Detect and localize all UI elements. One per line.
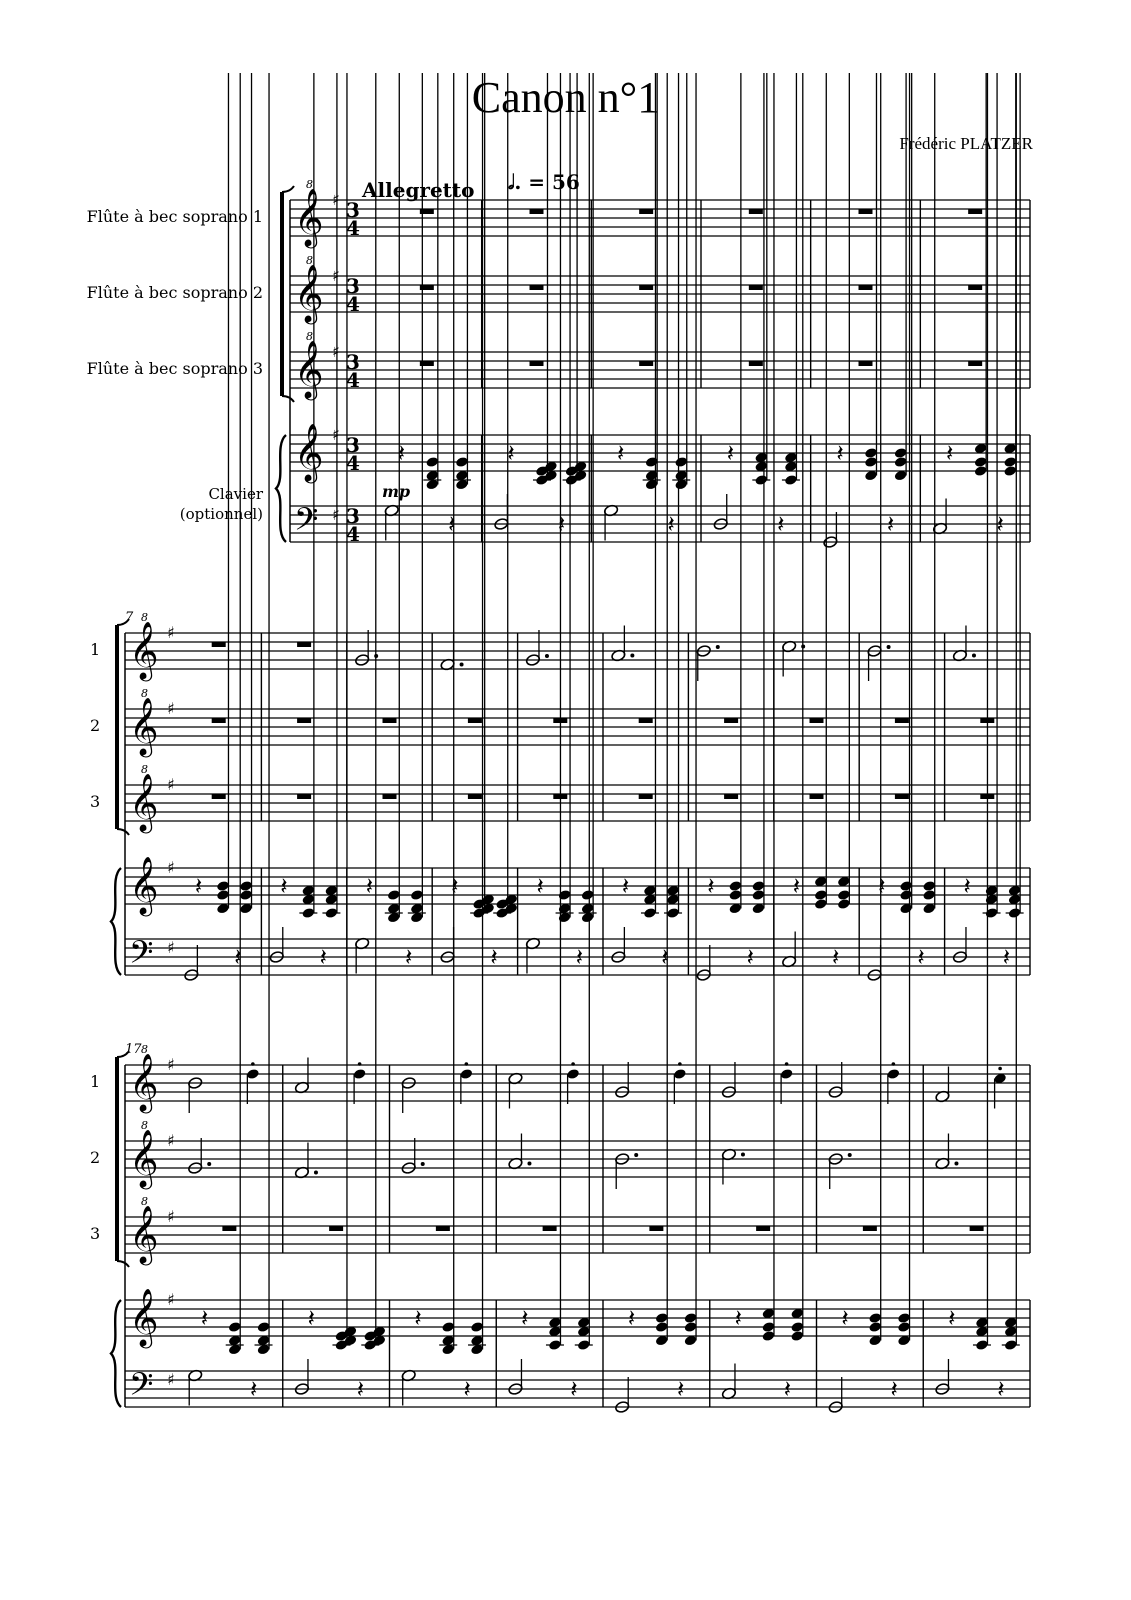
key-sharp-icon: ♯: [167, 1131, 175, 1150]
quarter-note-head: [899, 880, 913, 892]
whole-rest: [859, 285, 873, 290]
quarter-note-head: [974, 456, 988, 468]
whole-rest: [383, 718, 397, 723]
quarter-rest-icon: 𝄽: [280, 872, 288, 900]
quarter-note-head: [814, 898, 828, 910]
instrument-name-flute1: Flûte à bec soprano 1: [86, 207, 263, 226]
quarter-note-head: [837, 889, 851, 901]
key-sharp-icon: ♯: [332, 266, 340, 285]
octave-mark: 8: [306, 178, 313, 191]
quarter-note-head: [728, 889, 742, 901]
dynamic-marking: mp: [382, 482, 411, 501]
quarter-note-head: [228, 1321, 242, 1333]
score-title: Canon n°1: [471, 73, 660, 122]
quarter-rest-icon: 𝄽: [836, 439, 844, 467]
quarter-note-head: [655, 1321, 669, 1333]
octave-mark: 8: [141, 763, 148, 776]
instrument-name-piano-sub: (optionnel): [179, 505, 263, 523]
piano-brace: [111, 868, 121, 975]
quarter-note-head: [814, 889, 828, 901]
whole-rest: [810, 718, 824, 723]
quarter-rest-icon: 𝄽: [451, 872, 459, 900]
time-signature-bottom: 4: [346, 292, 360, 316]
whole-rest: [859, 361, 873, 366]
whole-rest: [859, 209, 873, 214]
quarter-note-head: [752, 889, 766, 901]
quarter-note-head: [899, 889, 913, 901]
octave-mark: 8: [141, 687, 148, 700]
quarter-note-head: [239, 880, 253, 892]
quarter-rest-icon: 𝄽: [726, 439, 735, 467]
tempo-marking: Allegretto: [362, 178, 475, 202]
whole-rest: [970, 1226, 984, 1231]
quarter-rest-icon: 𝄽: [661, 943, 669, 971]
bass-clef-icon: 𝄢: [129, 934, 154, 978]
instrument-short-name: 2: [90, 1148, 101, 1167]
whole-rest: [530, 209, 544, 214]
key-sharp-icon: ♯: [167, 699, 175, 718]
dot: [972, 654, 976, 658]
quarter-note-head: [655, 1312, 669, 1324]
quarter-rest-icon: 𝄽: [963, 872, 971, 900]
dot: [848, 1153, 852, 1157]
quarter-rest-icon: 𝄽: [521, 1304, 529, 1332]
whole-rest: [649, 1226, 663, 1231]
quarter-note-head: [868, 1312, 882, 1324]
whole-rest: [639, 794, 653, 799]
quarter-note-head: [1003, 456, 1017, 468]
instrument-short-name: 1: [90, 1072, 101, 1091]
quarter-rest-icon: 𝄽: [746, 943, 754, 971]
quarter-note-head: [790, 1330, 804, 1342]
quarter-rest-icon: 𝄽: [792, 872, 801, 900]
quarter-note-head: [558, 889, 572, 901]
time-signature-top: 3: [346, 433, 360, 457]
quarter-note-head: [645, 456, 659, 468]
quarter-note-head: [684, 1312, 698, 1324]
bass-clef-icon: 𝄢: [129, 1366, 154, 1410]
dot: [887, 645, 891, 649]
quarter-note-head: [684, 1321, 698, 1333]
whole-rest: [297, 794, 311, 799]
quarter-rest-icon: 𝄽: [627, 1304, 636, 1332]
treble-clef-icon: 𝄞: [294, 264, 324, 322]
bass-clef-icon: 𝄢: [294, 501, 319, 545]
quarter-note-head: [239, 889, 253, 901]
whole-rest: [968, 209, 982, 214]
dot: [630, 654, 634, 658]
whole-rest: [749, 285, 763, 290]
quarter-note-head: [455, 456, 469, 468]
time-signature-bottom: 4: [346, 522, 360, 546]
key-sharp-icon: ♯: [332, 425, 340, 444]
quarter-note-head: [470, 1321, 484, 1333]
quarter-rest-icon: 𝄽: [490, 943, 498, 971]
quarter-note-head: [790, 1321, 804, 1333]
quarter-note-head: [780, 1068, 794, 1080]
staccato-dot: [358, 1062, 362, 1066]
key-sharp-icon: ♯: [167, 858, 175, 877]
metronome-value: = 56: [528, 170, 580, 194]
treble-clef-icon: 𝄞: [294, 423, 324, 481]
octave-mark: 8: [306, 330, 313, 343]
time-signature-bottom: 4: [346, 451, 360, 475]
treble-clef-icon: 𝄞: [129, 1053, 159, 1111]
quarter-note-head: [410, 889, 424, 901]
quarter-rest-icon: 𝄽: [946, 439, 954, 467]
quarter-note-head: [762, 1321, 776, 1333]
quarter-rest-icon: 𝄽: [194, 872, 203, 900]
quarter-rest-icon: 𝄽: [886, 510, 895, 538]
quarter-note-head: [387, 889, 401, 901]
quarter-rest-icon: 𝄽: [557, 510, 566, 538]
quarter-rest-icon: 𝄽: [996, 510, 1004, 538]
whole-rest: [749, 361, 763, 366]
whole-rest: [468, 794, 482, 799]
key-sharp-icon: ♯: [332, 505, 340, 524]
quarter-rest-icon: 𝄽: [734, 1304, 742, 1332]
instrument-short-name: 3: [90, 1224, 101, 1243]
key-sharp-icon: ♯: [332, 190, 340, 209]
whole-rest: [639, 285, 653, 290]
bracket-hook: [117, 1261, 129, 1267]
measure-number: 7: [125, 610, 134, 625]
quarter-note-head: [353, 1068, 367, 1080]
quarter-rest-icon: 𝄽: [617, 439, 625, 467]
score-system: [90, 73, 1030, 1414]
quarter-note-head: [762, 1330, 776, 1342]
treble-clef-icon: 𝄞: [129, 1129, 159, 1187]
quarter-note-head: [566, 1068, 580, 1080]
treble-clef-icon: 𝄞: [129, 1288, 159, 1346]
key-sharp-icon: ♯: [167, 1290, 175, 1309]
staccato-dot: [251, 1062, 255, 1066]
key-sharp-icon: ♯: [167, 1055, 175, 1074]
quarter-rest-icon: 𝄽: [831, 943, 840, 971]
staccato-dot: [465, 1062, 469, 1066]
octave-mark: 8: [141, 1119, 148, 1132]
whole-rest: [530, 285, 544, 290]
quarter-note-head: [216, 889, 230, 901]
octave-mark: 8: [141, 1195, 148, 1208]
treble-clef-icon: 𝄞: [129, 1205, 159, 1263]
time-signature-top: 3: [346, 504, 360, 528]
dot: [460, 663, 464, 667]
quarter-rest-icon: 𝄽: [404, 943, 413, 971]
quarter-rest-icon: 𝄽: [841, 1304, 849, 1332]
quarter-rest-icon: 𝄽: [890, 1375, 898, 1403]
quarter-note-head: [246, 1068, 260, 1080]
bracket-hook: [117, 829, 129, 835]
instrument-name-flute2: Flûte à bec soprano 2: [86, 283, 263, 302]
quarter-note-head: [922, 889, 936, 901]
quarter-note-head: [257, 1321, 271, 1333]
whole-rest: [639, 361, 653, 366]
quarter-note-head: [897, 1312, 911, 1324]
octave-mark: 8: [141, 611, 148, 624]
piano-brace: [111, 1300, 121, 1407]
instrument-name-piano: Clavier: [208, 485, 263, 503]
dot: [741, 1153, 745, 1157]
octave-mark: 8: [141, 1043, 148, 1056]
quarter-rest-icon: 𝄽: [707, 872, 715, 900]
quarter-note-head: [864, 447, 878, 459]
quarter-note-head: [581, 889, 595, 901]
whole-rest: [297, 642, 311, 647]
quarter-note-head: [216, 880, 230, 892]
whole-rest: [530, 361, 544, 366]
composer-name: Frédéric PLATZER: [899, 134, 1033, 153]
quarter-rest-icon: 𝄽: [997, 1375, 1005, 1403]
quarter-rest-icon: 𝄽: [667, 510, 675, 538]
quarter-note-head: [441, 1321, 455, 1333]
quarter-note-head: [459, 1068, 473, 1080]
dot: [716, 645, 720, 649]
whole-rest: [436, 1226, 450, 1231]
key-sharp-icon: ♯: [167, 623, 175, 642]
quarter-note-head: [673, 1068, 687, 1080]
quarter-note-head: [1003, 465, 1017, 477]
whole-rest: [222, 1226, 236, 1231]
treble-clef-icon: 𝄞: [294, 188, 324, 246]
instrument-short-name: 3: [90, 792, 101, 811]
whole-rest: [968, 361, 982, 366]
whole-rest: [810, 794, 824, 799]
whole-rest: [639, 209, 653, 214]
quarter-note-head: [837, 898, 851, 910]
whole-rest: [756, 1226, 770, 1231]
whole-rest: [724, 718, 738, 723]
whole-rest: [212, 642, 226, 647]
quarter-rest-icon: 𝄽: [448, 510, 456, 538]
quarter-note-head: [674, 456, 688, 468]
treble-clef-icon: 𝄞: [129, 621, 159, 679]
key-sharp-icon: ♯: [332, 342, 340, 361]
quarter-rest-icon: 𝄽: [463, 1375, 471, 1403]
instrument-name-flute3: Flûte à bec soprano 3: [86, 359, 263, 378]
whole-rest: [212, 718, 226, 723]
piano-brace: [276, 435, 286, 542]
quarter-rest-icon: 𝄽: [783, 1375, 792, 1403]
whole-rest: [329, 1226, 343, 1231]
whole-rest: [468, 718, 482, 723]
dot: [545, 654, 549, 658]
whole-rest: [749, 209, 763, 214]
quarter-rest-icon: 𝄽: [319, 943, 327, 971]
dot: [634, 1153, 638, 1157]
time-signature-top: 3: [346, 350, 360, 374]
quarter-rest-icon: 𝄽: [948, 1304, 956, 1332]
treble-clef-icon: 𝄞: [129, 697, 159, 755]
whole-rest: [639, 718, 653, 723]
measure-number: 17: [125, 1042, 142, 1057]
quarter-note-head: [728, 880, 742, 892]
instrument-short-name: 1: [90, 640, 101, 659]
whole-rest: [895, 718, 909, 723]
whole-rest: [863, 1226, 877, 1231]
half-dotted-note-icon: 𝅗𝅥.: [508, 170, 522, 194]
quarter-rest-icon: 𝄽: [575, 943, 584, 971]
key-sharp-icon: ♯: [167, 1207, 175, 1226]
quarter-rest-icon: 𝄽: [356, 1375, 365, 1403]
quarter-rest-icon: 𝄽: [777, 510, 785, 538]
quarter-note-head: [922, 880, 936, 892]
quarter-rest-icon: 𝄽: [917, 943, 925, 971]
bracket-hook: [282, 396, 294, 402]
whole-rest: [895, 794, 909, 799]
quarter-note-head: [752, 880, 766, 892]
staccato-dot: [571, 1062, 575, 1066]
quarter-rest-icon: 𝄽: [507, 439, 515, 467]
quarter-rest-icon: 𝄽: [307, 1304, 315, 1332]
quarter-note-head: [425, 456, 439, 468]
quarter-rest-icon: 𝄽: [200, 1304, 209, 1332]
quarter-rest-icon: 𝄽: [1002, 943, 1011, 971]
quarter-rest-icon: 𝄽: [621, 872, 630, 900]
dot: [421, 1162, 425, 1166]
key-sharp-icon: ♯: [167, 775, 175, 794]
whole-rest: [212, 794, 226, 799]
quarter-rest-icon: 𝄽: [397, 439, 406, 467]
time-signature-bottom: 4: [346, 216, 360, 240]
time-signature-top: 3: [346, 274, 360, 298]
quarter-rest-icon: 𝄽: [878, 872, 886, 900]
dot: [954, 1162, 958, 1166]
quarter-note-head: [864, 456, 878, 468]
quarter-note-head: [868, 1321, 882, 1333]
quarter-rest-icon: 𝄽: [570, 1375, 578, 1403]
quarter-rest-icon: 𝄽: [249, 1375, 258, 1403]
quarter-note-head: [894, 456, 908, 468]
quarter-rest-icon: 𝄽: [536, 872, 544, 900]
key-sharp-icon: ♯: [167, 1370, 175, 1389]
whole-rest: [724, 794, 738, 799]
treble-clef-icon: 𝄞: [294, 340, 324, 398]
dot: [314, 1171, 318, 1175]
staccato-dot: [892, 1062, 896, 1066]
staccato-dot: [998, 1067, 1002, 1071]
whole-rest: [297, 718, 311, 723]
key-sharp-icon: ♯: [167, 938, 175, 957]
treble-clef-icon: 𝄞: [129, 856, 159, 914]
quarter-note-head: [897, 1321, 911, 1333]
treble-clef-icon: 𝄞: [129, 773, 159, 831]
quarter-note-head: [894, 447, 908, 459]
dot: [207, 1162, 211, 1166]
time-signature-bottom: 4: [346, 368, 360, 392]
instrument-short-name: 2: [90, 716, 101, 735]
time-signature-top: 3: [346, 198, 360, 222]
quarter-note-head: [974, 465, 988, 477]
staccato-dot: [678, 1062, 682, 1066]
whole-rest: [543, 1226, 557, 1231]
quarter-rest-icon: 𝄽: [676, 1375, 685, 1403]
quarter-rest-icon: 𝄽: [234, 943, 242, 971]
whole-rest: [383, 794, 397, 799]
bracket-hook: [282, 186, 294, 192]
octave-mark: 8: [306, 254, 313, 267]
quarter-note-head: [886, 1068, 900, 1080]
quarter-rest-icon: 𝄽: [365, 872, 374, 900]
dot: [527, 1162, 531, 1166]
staccato-dot: [785, 1062, 789, 1066]
quarter-rest-icon: 𝄽: [414, 1304, 422, 1332]
whole-rest: [968, 285, 982, 290]
